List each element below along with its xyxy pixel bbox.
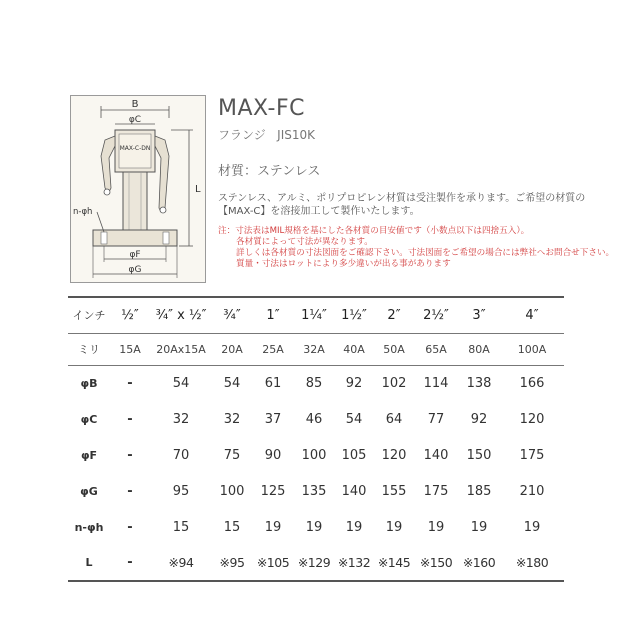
table-cell: ※105 bbox=[252, 545, 294, 581]
table-cell: 54 bbox=[345, 411, 363, 427]
product-subtitle bbox=[218, 126, 315, 143]
row-label: L bbox=[68, 545, 110, 581]
table-cell: ※150 bbox=[414, 545, 458, 581]
table-cell: - bbox=[127, 411, 133, 427]
mm-size: 80A bbox=[458, 333, 500, 365]
inch-size: 4″ bbox=[500, 297, 564, 333]
stamp-text: MAX-C-DN bbox=[119, 145, 151, 152]
inch-header: インチ bbox=[68, 297, 110, 333]
table-cell: 19 bbox=[470, 519, 488, 535]
table-cell: 90 bbox=[264, 447, 282, 463]
table-cell: ※145 bbox=[374, 545, 414, 581]
label-f: φF bbox=[129, 250, 141, 260]
table-row-mm bbox=[68, 333, 564, 365]
table-row-l bbox=[68, 545, 564, 581]
caution-line: 詳しくは各材質の寸法図面をご確認下さい。寸法図面をご希望の場合には弊社へお問合せ下さい。 bbox=[236, 248, 615, 258]
table-cell: 19 bbox=[427, 519, 445, 535]
table-row-g bbox=[68, 473, 564, 509]
table-cell: 120 bbox=[381, 447, 407, 463]
table-cell: ※132 bbox=[334, 545, 374, 581]
table-cell: 32 bbox=[223, 411, 241, 427]
table-row-b bbox=[68, 365, 564, 401]
label-b: B bbox=[131, 99, 139, 110]
table-cell: 19 bbox=[305, 519, 323, 535]
table-cell: 64 bbox=[385, 411, 403, 427]
table-cell: 46 bbox=[305, 411, 323, 427]
material-label: 材質：ステンレス bbox=[218, 164, 321, 179]
table-cell: 114 bbox=[423, 375, 449, 391]
table-cell: 70 bbox=[172, 447, 190, 463]
table-cell: 138 bbox=[466, 375, 492, 391]
table-cell: 166 bbox=[519, 375, 545, 391]
inch-size: 1½″ bbox=[334, 297, 374, 333]
table-cell: 150 bbox=[466, 447, 492, 463]
mm-size: 100A bbox=[500, 333, 564, 365]
table-cell: 85 bbox=[305, 375, 323, 391]
standard-label: JIS10K bbox=[277, 128, 315, 142]
inch-size: 1¼″ bbox=[294, 297, 334, 333]
caution-line: 注：寸法表はMIL規格を基にした各材質の目安値です（小数点以下は四捨五入）。 bbox=[218, 226, 530, 236]
table-row-c bbox=[68, 401, 564, 437]
table-cell: - bbox=[127, 375, 133, 391]
table-cell: 175 bbox=[423, 483, 449, 499]
mm-size: 50A bbox=[374, 333, 414, 365]
table-cell: ※129 bbox=[294, 545, 334, 581]
mm-size: 32A bbox=[294, 333, 334, 365]
table-cell: ※180 bbox=[500, 545, 564, 581]
table-cell: 140 bbox=[341, 483, 367, 499]
inch-size: 2″ bbox=[374, 297, 414, 333]
product-title: MAX-FC bbox=[218, 96, 305, 121]
table-cell: 175 bbox=[519, 447, 545, 463]
table-row-inch bbox=[68, 297, 564, 333]
table-cell: 92 bbox=[470, 411, 488, 427]
table-row-f bbox=[68, 437, 564, 473]
coupler-flange-diagram bbox=[71, 96, 207, 284]
caution-line: 各材質によって寸法が異なります。 bbox=[236, 237, 373, 247]
table-cell: 135 bbox=[301, 483, 327, 499]
table-cell: 125 bbox=[260, 483, 286, 499]
table-cell: 105 bbox=[341, 447, 367, 463]
table-cell: 32 bbox=[172, 411, 190, 427]
table-cell: - bbox=[127, 483, 133, 499]
table-cell: 120 bbox=[519, 411, 545, 427]
label-l: L bbox=[195, 184, 201, 195]
mm-header: ミリ bbox=[68, 333, 110, 365]
table-cell: 54 bbox=[172, 375, 190, 391]
inch-size: ½″ bbox=[110, 297, 150, 333]
inch-size: 2½″ bbox=[414, 297, 458, 333]
table-cell: 210 bbox=[519, 483, 545, 499]
table-cell: 77 bbox=[427, 411, 445, 427]
mm-size: 40A bbox=[334, 333, 374, 365]
table-cell: 15 bbox=[223, 519, 241, 535]
row-label: φF bbox=[80, 448, 98, 462]
table-cell: ※94 bbox=[150, 545, 212, 581]
table-cell: 155 bbox=[381, 483, 407, 499]
product-drawing bbox=[70, 95, 206, 283]
table-cell: 100 bbox=[219, 483, 245, 499]
table-cell: 95 bbox=[172, 483, 190, 499]
table-cell: 15 bbox=[172, 519, 190, 535]
inch-size: ¾″ x ½″ bbox=[150, 297, 212, 333]
dimension-table bbox=[68, 296, 564, 582]
table-cell: 19 bbox=[264, 519, 282, 535]
table-cell: ※160 bbox=[458, 545, 500, 581]
inch-size: ¾″ bbox=[212, 297, 252, 333]
table-cell: 19 bbox=[523, 519, 541, 535]
table-cell: - bbox=[110, 545, 150, 581]
flange-label: フランジ bbox=[218, 128, 266, 142]
mm-size: 25A bbox=[252, 333, 294, 365]
table-cell: 92 bbox=[345, 375, 363, 391]
order-note: ステンレス、アルミ、ポリプロピレン材質は受注製作を承ります。ご希望の材質の【MAX-C】を溶接加工して製作いたします。 bbox=[218, 193, 586, 217]
caution-line: 質量・寸法はロットにより多少違いが出る事があります bbox=[236, 259, 451, 269]
mm-size: 15A bbox=[110, 333, 150, 365]
inch-size: 1″ bbox=[252, 297, 294, 333]
table-cell: 19 bbox=[385, 519, 403, 535]
table-cell: 140 bbox=[423, 447, 449, 463]
inch-size: 3″ bbox=[458, 297, 500, 333]
table-cell: 37 bbox=[264, 411, 282, 427]
mm-size: 20A bbox=[212, 333, 252, 365]
table-row-nh bbox=[68, 509, 564, 545]
table-cell: 75 bbox=[223, 447, 241, 463]
row-label: φB bbox=[80, 376, 98, 390]
table-cell: ※95 bbox=[212, 545, 252, 581]
row-label: φC bbox=[80, 412, 98, 426]
mm-size: 65A bbox=[414, 333, 458, 365]
caution-note bbox=[218, 226, 618, 270]
row-label: φG bbox=[80, 484, 98, 498]
label-nh: n-φh bbox=[73, 207, 93, 217]
table-cell: 19 bbox=[345, 519, 363, 535]
table-cell: 100 bbox=[301, 447, 327, 463]
table-cell: 54 bbox=[223, 375, 241, 391]
row-label: n-φh bbox=[74, 520, 104, 534]
table-cell: 185 bbox=[466, 483, 492, 499]
mm-size: 20Ax15A bbox=[150, 333, 212, 365]
table-cell: 61 bbox=[264, 375, 282, 391]
label-g: φG bbox=[128, 265, 142, 275]
label-c: φC bbox=[128, 115, 142, 125]
table-cell: 102 bbox=[381, 375, 407, 391]
table-cell: - bbox=[127, 447, 133, 463]
table-cell: - bbox=[127, 519, 133, 535]
